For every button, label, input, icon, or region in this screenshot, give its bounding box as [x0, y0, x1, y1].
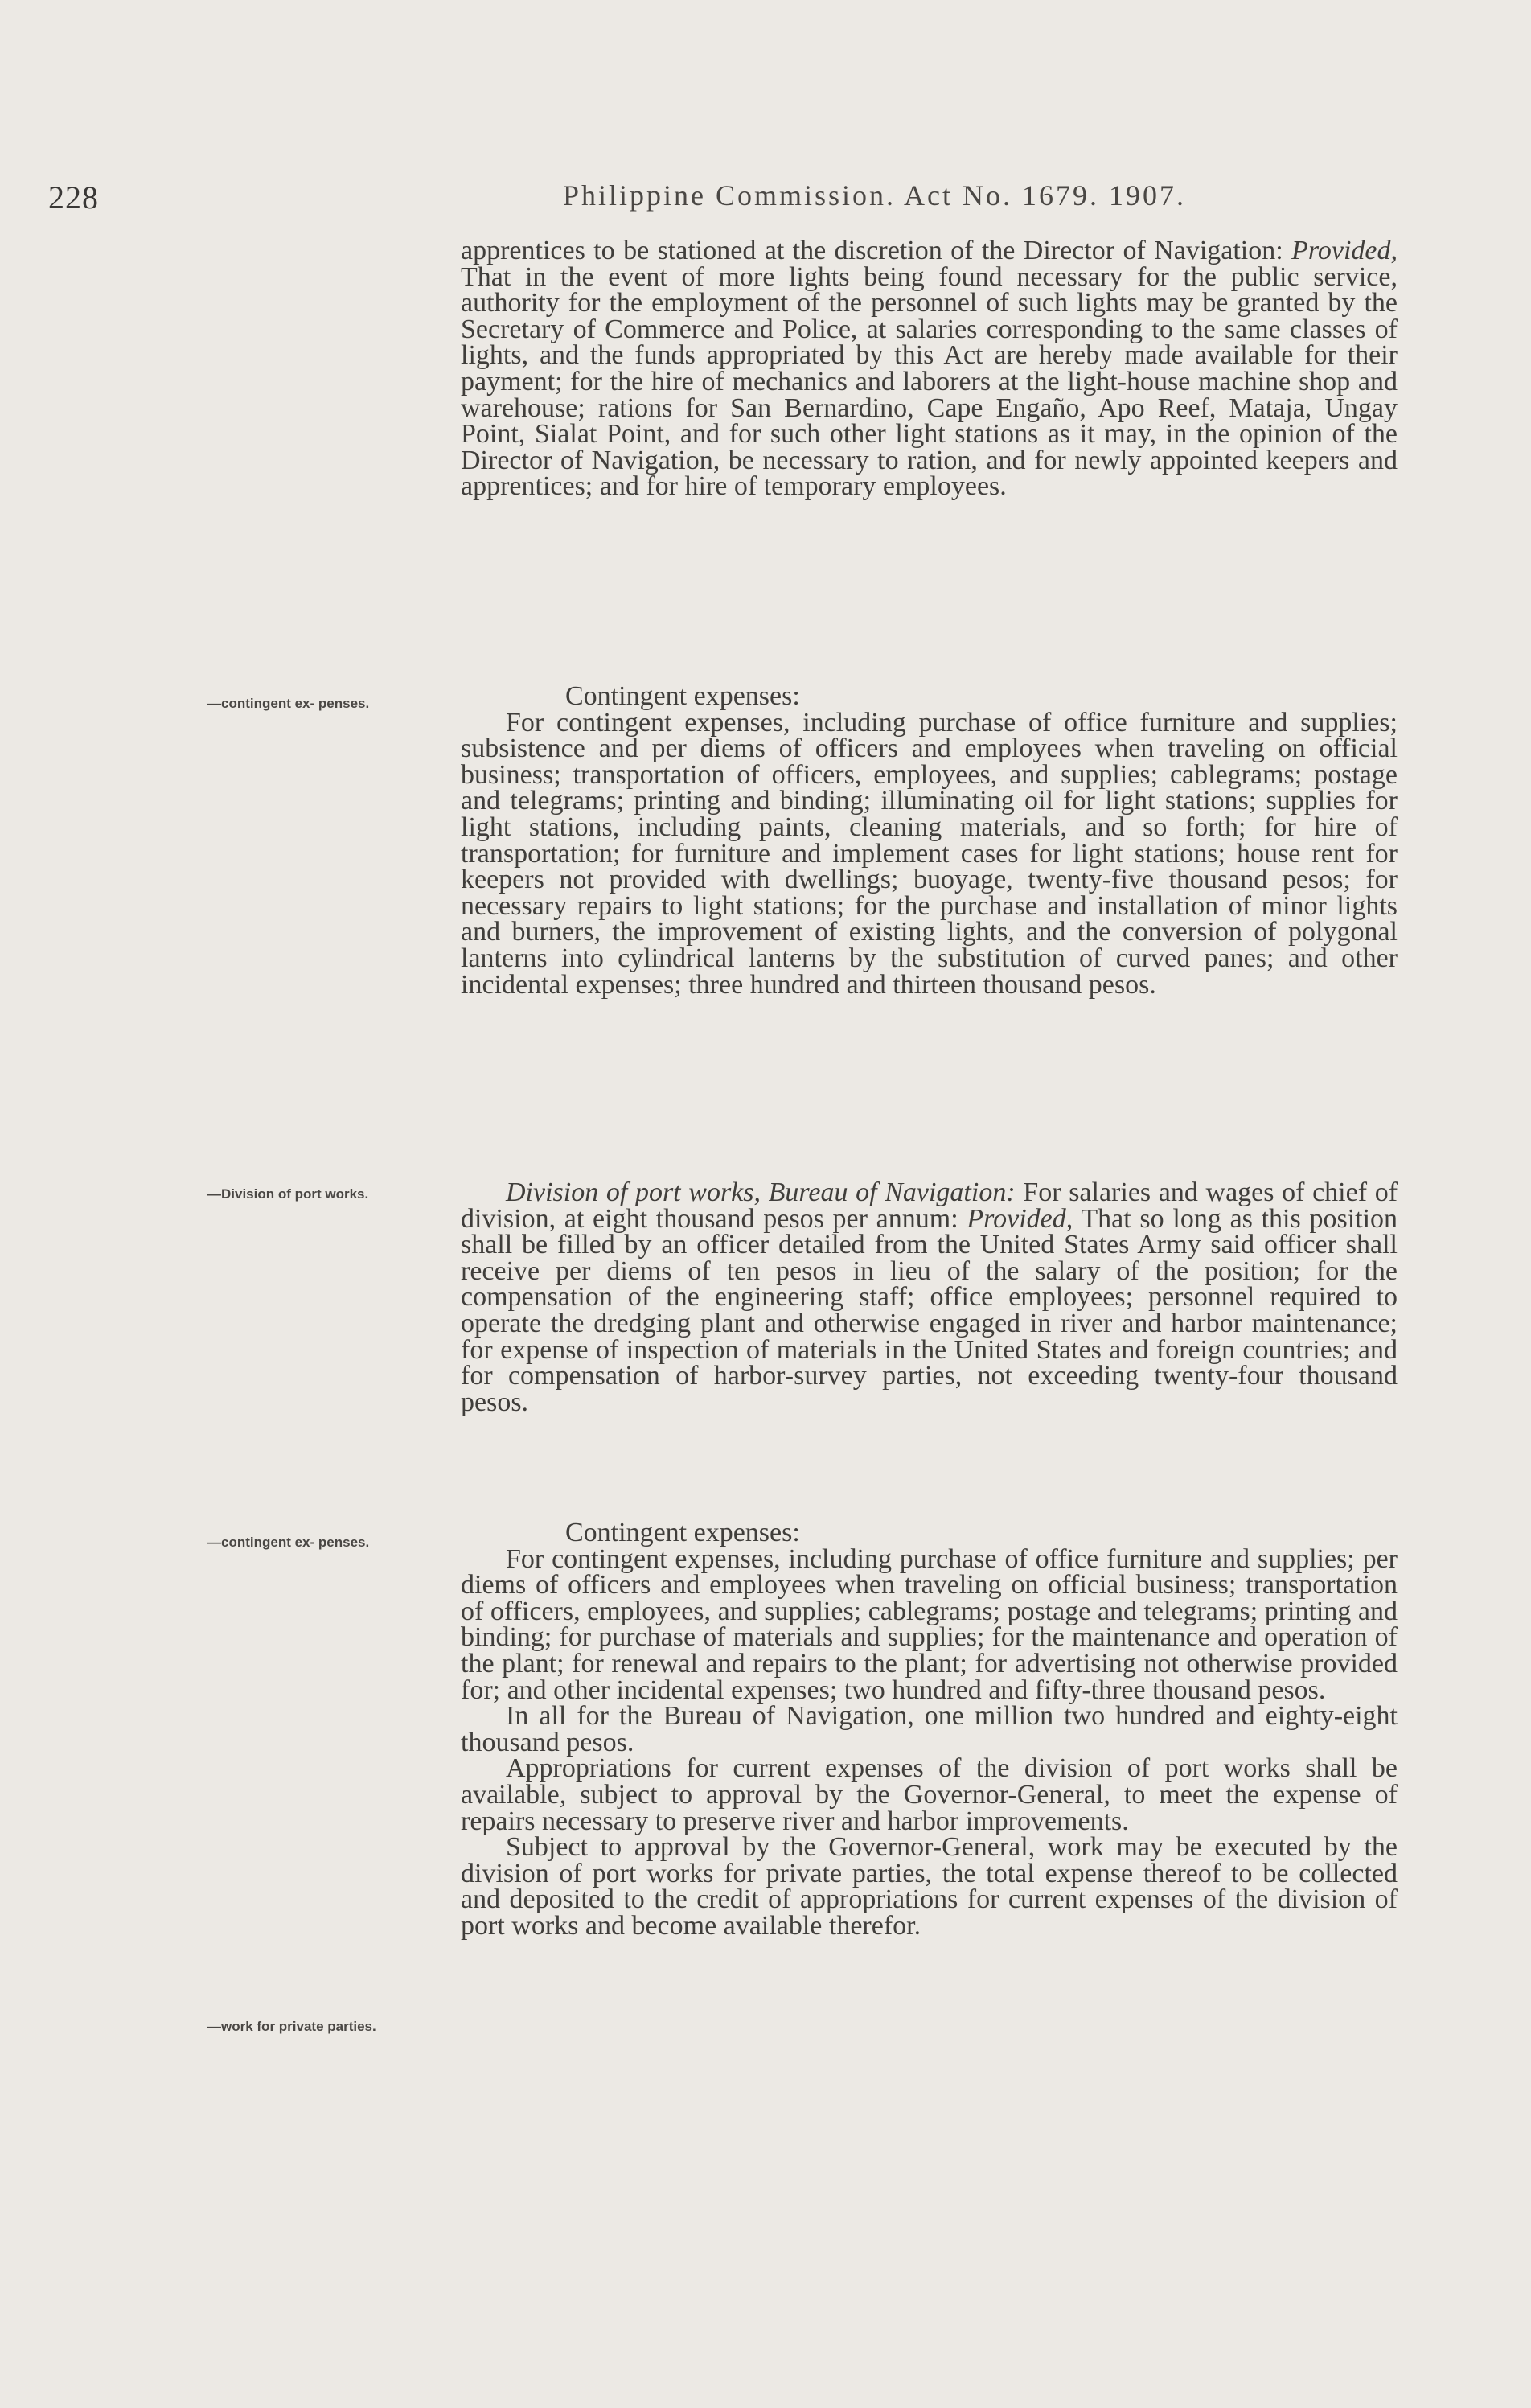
italic-provided: Provided,	[967, 1203, 1073, 1234]
paragraph-division-port-works	[461, 1177, 1398, 1417]
text-run: That in the event of more lights being found necessary for the public service, authority for the employment of the personnel of such lights may be granted by the Secretary of Commerce and Police, at salaries corresponding to the same classes of lights, and the funds appropriated by this Act are hereby made available for their payment; for the hire of mechanics and laborers at the light-house machine shop and warehouse; rations for San Bernardino, Cape Engaño, Apo Reef, Mataja, Ungay Point, Sialat Point, and for such other light stations as it may, in the opinion of the Director of Navigation, be necessary to ration, and for newly appointed keepers and apprentices; and for hire of temporary employees.	[461, 261, 1398, 502]
body-block-3	[461, 1177, 1398, 1417]
italic-provided: Provided,	[1291, 236, 1398, 265]
heading-contingent-expenses: Contingent expenses:	[565, 681, 800, 711]
text-run: For salaries and wages of chief of division, at eight thousand pesos per annum:	[461, 1177, 1398, 1234]
margin-note-division-port-works: —Division of port works.	[207, 1186, 369, 1202]
italic-section-title: Division of port works, Bureau of Navigation:	[506, 1177, 1016, 1207]
body-block-1	[461, 238, 1398, 500]
text-run: apprentices to be stationed at the discretion of the Director of Navigation:	[461, 236, 1283, 265]
page-number: 228	[48, 179, 99, 216]
text-run: That so long as this position shall be filled by an officer detailed from the United States Army said officer shall receive per diems of ten pesos in lieu of the salary of the position; for the compensation of the engineering staff; office employees; personnel required to operate the dredging plant and otherwise engaged in river and harbor maintenance; for expense of inspection of materials in the United States and foreign countries; and for compensation of harbor-survey parties, not exceeding twenty-four thousand pesos.	[461, 1203, 1398, 1417]
body-block-2	[461, 681, 1398, 1000]
paragraph-contingent-expenses: For contingent expenses, including purchase of office furniture and supplies; subsistence and per diems of officers and employees when traveling on official business; transportation of officers, employees, and supplies; cablegrams; postage and telegrams; printing and binding; illuminating oil for light stations; supplies for light stations, including paints, cleaning materials, and so forth; for hire of transportation; for furniture and implement cases for light stations; house rent for keepers not provided with dwellings; buoyage, twenty-five thousand pesos; for necessary repairs to light stations; for the purchase and installation of minor lights and burners, the improvement of existing lights, and the conversion of polygonal lanterns into cylindrical lanterns by the substitution of curved panes; and other incidental expenses; three hundred and thirteen thousand pesos.	[461, 707, 1398, 1000]
paragraph-total-bureau: In all for the Bureau of Navigation, one million two hundred and eighty-eight thousand pesos.	[461, 1701, 1398, 1757]
running-head: Philippine Commission. Act No. 1679. 1907.	[563, 179, 1187, 212]
margin-note-contingent-expenses-2: —contingent ex- penses.	[207, 1535, 370, 1550]
heading-contingent-expenses-2: Contingent expenses:	[565, 1518, 800, 1547]
margin-note-contingent-expenses: —contingent ex- penses.	[207, 696, 370, 711]
paragraph-private-parties: Subject to approval by the Governor-General, work may be executed by the division of port works for private parties, the total expense thereof to be collected and deposited to the credit of appropriations for current expenses of the division of port works and become available therefor.	[461, 1832, 1398, 1941]
paragraph-apprentices	[461, 238, 1398, 500]
margin-note-work-private-parties: —work for private parties.	[207, 2019, 376, 2034]
paragraph-contingent-expenses-2: For contingent expenses, including purchase of office furniture and supplies; per diems of officers and employees when traveling on official business; transportation of officers, employees, and supplies; cablegrams; postage and telegrams; printing and binding; for purchase of materials and supplies; for the maintenance and operation of the plant; for renewal and repairs to the plant; for advertising not otherwise provided for; and other incidental expenses; two hundred and fifty-three thousand pesos.	[461, 1543, 1398, 1705]
paragraph-appropriations: Appropriations for current expenses of the division of port works shall be available, subject to approval by the Governor-General, to meet the expense of repairs necessary to preserve river and harbor improvements.	[461, 1753, 1398, 1836]
body-block-4	[461, 1520, 1398, 1940]
